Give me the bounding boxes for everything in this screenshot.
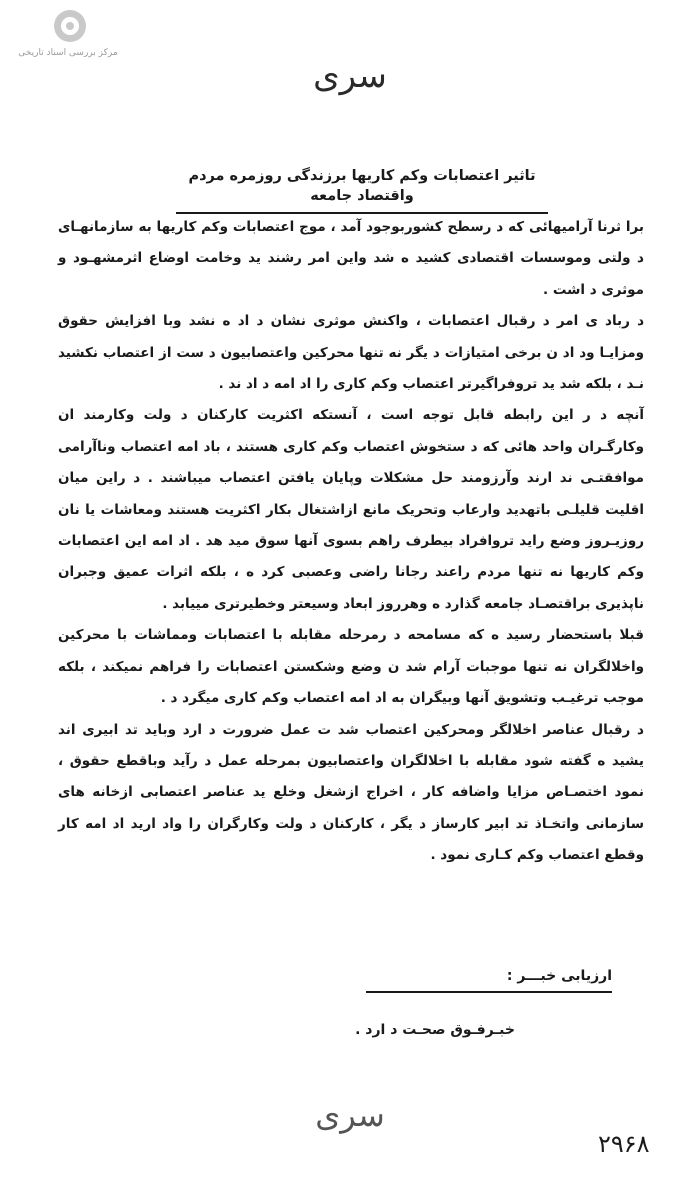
evaluation-heading: ارزیابی خبـــر : xyxy=(366,965,612,993)
evaluation-text: خبـرفـوق صحـت د ارد . xyxy=(355,1022,515,1038)
classification-stamp-bottom: سری xyxy=(315,1096,385,1134)
body-paragraph: د رقبال عناصر اخلالگر ومحرکین اعتصاب شد ت عمل ضرورت د ارد وباید تد ابیری اند یشید ه گفته شود مقابله با اخلالگران واعتصابیون بمرحله عمل د رآید وباقطع حقوق ، نمود اختصـاص مزایا واضافه کار ، اخراج ازشغل وخلع ید عناصر اعتصابی ازخانه های سازمانی واتخـاذ تد ابیر کارساز د یگر ، کارکنان د ولت وکارگران را واد ارید اد امه کار وقطع اعتصاب وکم کـاری نمود . xyxy=(58,721,644,864)
document-title: تاثیر اعتصابات وکم کاریها برزندگی روزمره مردم واقتصاد جامعه xyxy=(176,166,548,214)
body-paragraph: برا ثرنا آرامیهائی که د رسطح کشوربوجود آمد ، موج اعتصابات وکم کاریها به سازمانهـای د ولتی وموسسات اقتصادی کشید ه شد واین امر رشند ید وخامت اوضاع اثرمشهـود و موثری د اشت . xyxy=(58,219,644,298)
archive-logo xyxy=(16,10,120,66)
archive-seal-icon xyxy=(54,10,86,42)
body-paragraph: قبلا باستحضار رسید ه که مسامحه د رمرحله مقابله با اعتصابات ومماشات با محرکین واخلالگران نه تنها موجبات آرام شد ن وضع وشکستن اعتصابات را فراهم نمیکند ، بلکه موجب ترغیـب وتشویق آنها وبیگران به اد امه اعتصاب وکم کاری میگرد د . xyxy=(58,627,644,707)
document-body xyxy=(58,212,644,872)
classification-stamp-top: سری xyxy=(313,56,387,96)
body-paragraph: آنچه د ر این رابطه قابل توجه است ، آنستکه اکثریت کارکنان د ولت وکارمند ان وکارگـران واحد هائی که د ستخوش اعتصاب وکم کاری هستند ، باد امه اعتصاب وناآرامی موافقتـی ند ارند وآرزومند حل مشکلات وپایان یافتن اعتصاب میباشند . د راین میان اقلیت قلیلـی باتهدید وارعاب وتحریک مانع ازاشتغال بکار اکثریت هستند ومعاشات یا نان روزیـروز وضع راید تروافراد بیطرف راهم بسوی آنها سوق مید هد . اد امه این اعتصابات وکم کاریها نه تنها مردم راعند رجانا راضی وعصبی کرد ه ، بلکه اثرات عمیق وجبران ناپذیری براقتصـاد جامعه گذارد ه وهرروز ابعاد وسیعتر وخطیرتری مییابد . xyxy=(58,407,644,612)
document-number: ۲۹۶۸ xyxy=(598,1130,650,1158)
body-paragraph: د رباد ی امر د رقبال اعتصابات ، واکنش موثری نشان د اد ه نشد وبا افزایش حقوق ومزایـا ود اد ن برخی امتیازات د یگر نه تنها محرکین واعتصابیون د ست از اعتصاب نکشید نـد ، بلکه شد ید تروفراگیرتر اعتصاب وکم کاری را اد امه د اد ند . xyxy=(58,313,644,393)
archive-logo-text: مرکز بررسی اسناد تاریخی xyxy=(18,48,118,58)
